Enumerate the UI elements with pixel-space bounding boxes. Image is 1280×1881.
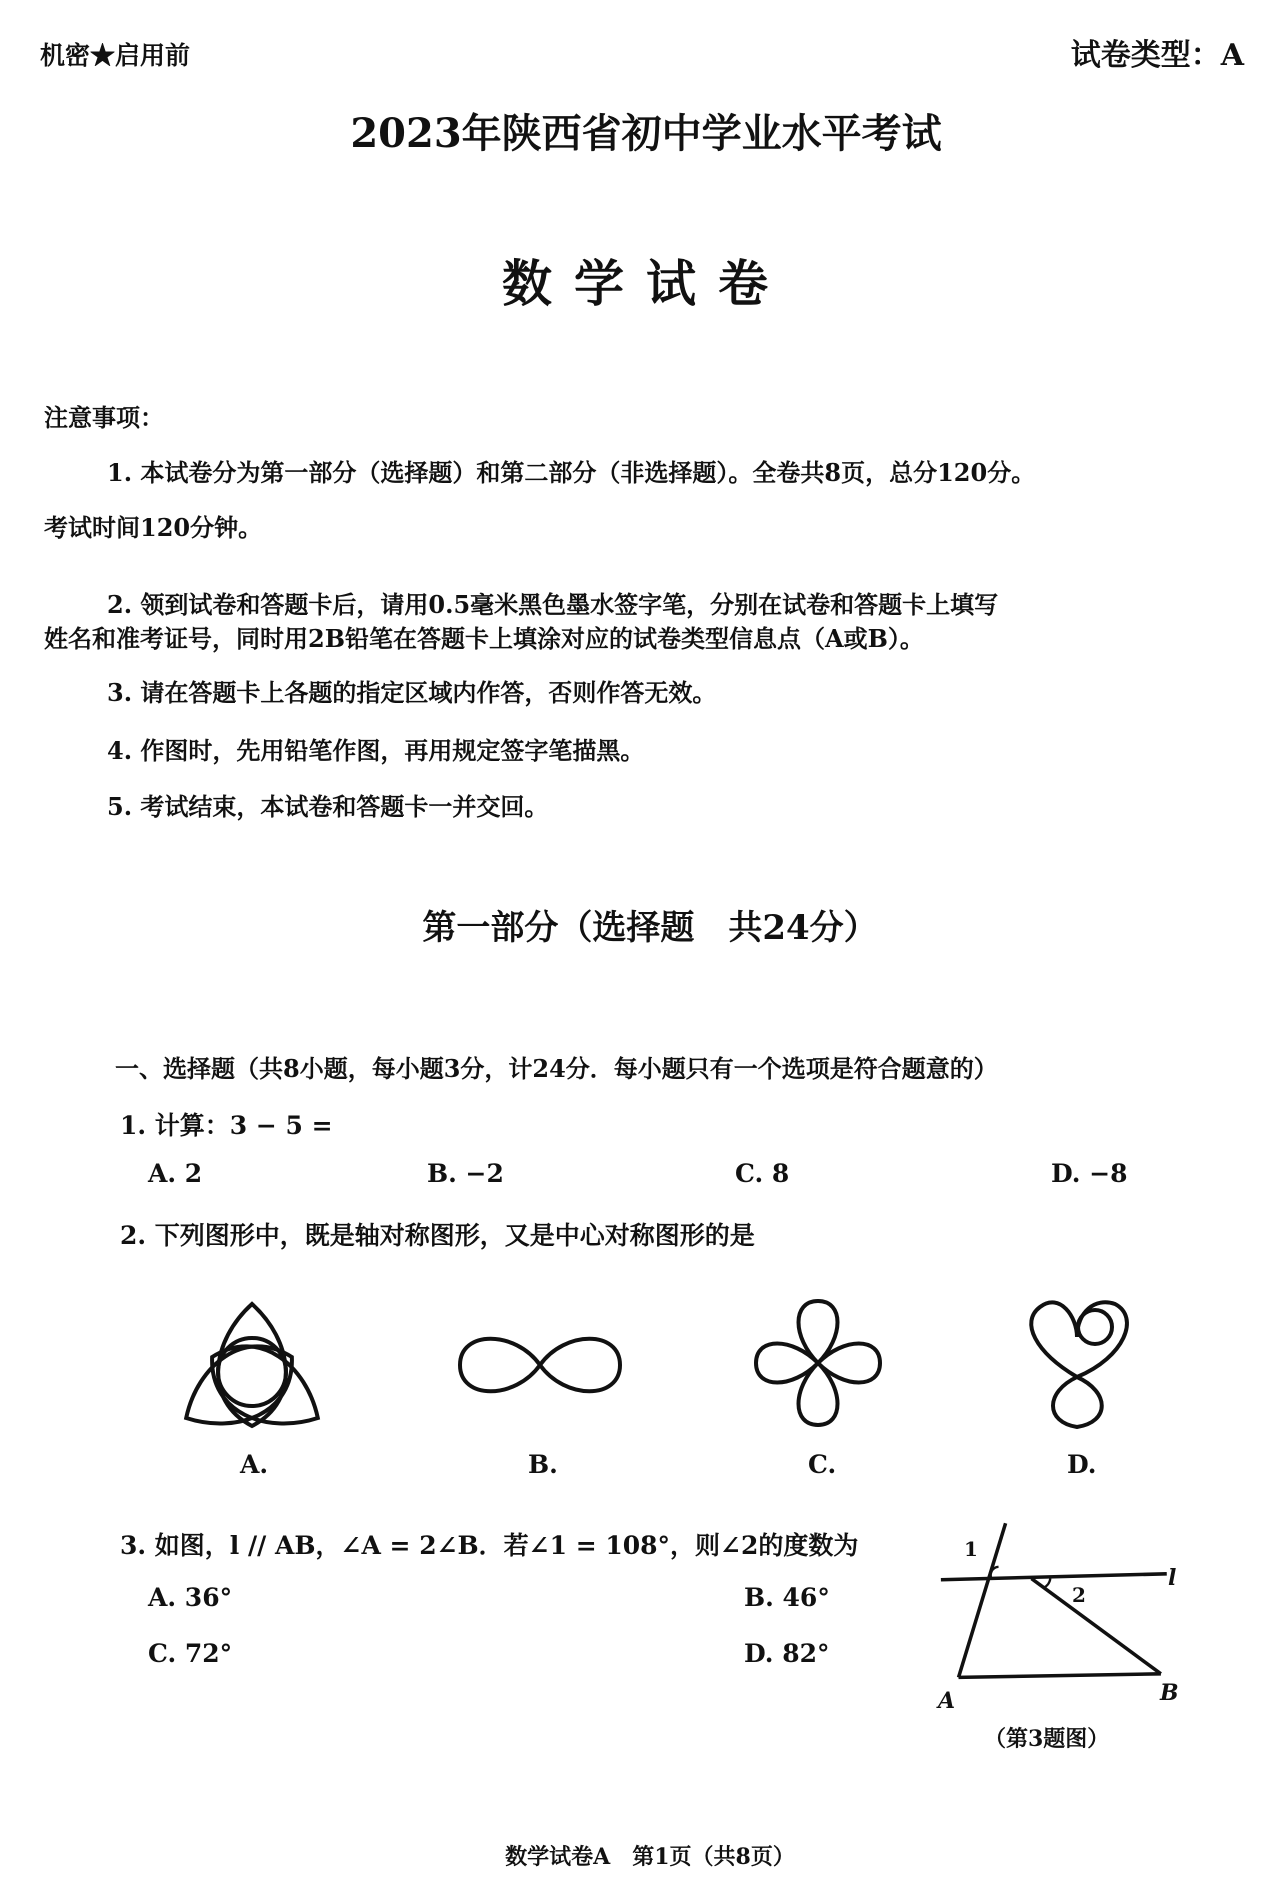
figure-a-label: A. [240,1450,269,1479]
point-a-label: A [938,1688,956,1714]
question-3-option-d: D. 82° [744,1639,830,1668]
figure-b-label: B. [528,1450,558,1479]
figure-c-four-petal [752,1297,884,1429]
exam-title: 2023年陕西省初中学业水平考试 [350,110,942,157]
figure-b-infinity [455,1325,625,1405]
angle-2-label: 2 [1072,1583,1086,1607]
notice-item-1-cont: 考试时间120分钟。 [44,513,263,542]
confidential-label: 机密★启用前 [40,41,191,70]
page-footer: 数学试卷A 第1页（共8页） [505,1844,795,1870]
figure-a-triquetra [182,1300,322,1430]
paper-type-label: 试卷类型：A [1070,38,1244,73]
figure-d-label: D. [1067,1450,1097,1479]
notice-item-1: 1. 本试卷分为第一部分（选择题）和第二部分（非选择题）。全卷共8页，总分120分。 [107,458,1036,487]
question-1-option-d: D. −8 [1051,1159,1128,1188]
question-1-option-c: C. 8 [735,1159,790,1188]
question-3-option-c: C. 72° [148,1639,233,1668]
question-3-option-b: B. 46° [744,1583,830,1612]
figure-c-label: C. [808,1450,837,1479]
angle-1-label: 1 [964,1537,978,1561]
line-l [941,1574,1167,1580]
question-3-stem: 3. 如图，l // AB，∠A = 2∠B．若∠1 = 108°，则∠2的度数为 [120,1531,859,1560]
part-instructions: 一、选择题（共8小题，每小题3分，计24分．每小题只有一个选项是符合题意的） [115,1054,998,1083]
paper-subtitle: 数学试卷 [502,254,790,313]
figure-caption: （第3题图） [984,1726,1110,1752]
segment-ab [959,1674,1161,1678]
notice-heading: 注意事项： [44,403,164,432]
line-l-label: l [1168,1565,1177,1591]
question-1-option-a: A. 2 [148,1159,203,1188]
angle-2-arc [1043,1579,1050,1588]
segment-b-to-l [1031,1579,1160,1674]
point-b-label: B [1160,1680,1179,1706]
notice-item-2-cont: 姓名和准考证号，同时用2B铅笔在答题卡上填涂对应的试卷类型信息点（A或B）。 [44,624,924,653]
question-1-stem: 1. 计算：3 − 5 = [120,1111,333,1140]
section-title: 第一部分（选择题 共24分） [422,908,878,948]
notice-item-3: 3. 请在答题卡上各题的指定区域内作答，否则作答无效。 [107,678,717,707]
notice-item-5: 5. 考试结束，本试卷和答题卡一并交回。 [107,792,549,821]
notice-item-4: 4. 作图时，先用铅笔作图，再用规定签字笔描黑。 [107,736,645,765]
question-2-stem: 2. 下列图形中，既是轴对称图形，又是中心对称图形的是 [120,1221,755,1250]
question-1-option-b: B. −2 [427,1159,504,1188]
question-3-option-a: A. 36° [148,1583,233,1612]
notice-item-2: 2. 领到试卷和答题卡后，请用0.5毫米黑色墨水签字笔，分别在试卷和答题卡上填写 [107,590,999,619]
figure-d-loop [1015,1292,1140,1432]
